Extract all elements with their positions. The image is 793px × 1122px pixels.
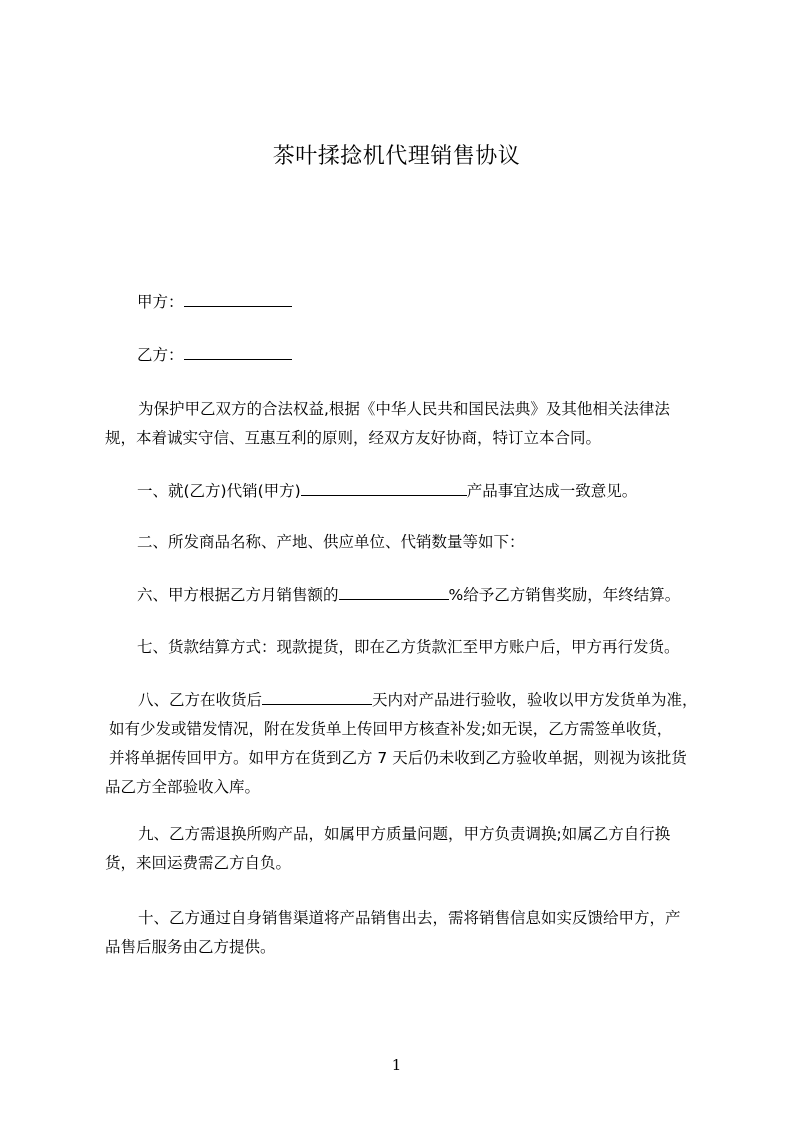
clause-8-line-1 [105,686,705,715]
clause-8-line-2: 如有少发或错发情况，附在发货单上传回甲方核查补发;如无误，乙方需签单收货， [109,720,673,738]
clause-6-before: 六、甲方根据乙方月销售额的 [137,586,339,604]
clause-6 [137,584,680,605]
document-title: 茶叶揉捻机代理销售协议 [272,144,521,169]
clause-10-line-2: 品售后服务由乙方提供。 [105,938,276,956]
intro-line-2: 规，本着诚实守信、互惠互利的原则，经双方友好协商，特订立本合同。 [105,429,602,447]
clause-1-before: 一、就(乙方)代销(甲方) [137,482,301,500]
clause-8-paragraph [105,686,705,802]
clause-9-paragraph [105,820,705,878]
intro-paragraph [105,395,705,453]
clause-2: 二、所发商品名称、产地、供应单位、代销数量等如下： [137,533,525,551]
intro-line-1: 为保护甲乙双方的合法权益,根据《中华人民共和国民法典》及其他相关法律法 [138,400,670,418]
clause-7: 七、货款结算方式：现款提货，即在乙方货款汇至甲方账户后，甲方再行发货。 [137,638,680,656]
party-a-blank [184,291,292,307]
clause-10-line-1: 十、乙方通过自身销售渠道将产品销售出去，需将销售信息如实反馈给甲方，产 [138,909,681,927]
clause-6-after: %给予乙方销售奖励，年终结算。 [448,586,681,604]
clause-1-after: 产品事宜达成一致意见。 [466,482,638,500]
party-a-label: 甲方： [137,293,184,311]
party-b-blank [184,344,292,360]
clause-8-blank [262,689,372,705]
clause-8-line-3: 并将单据传回甲方。如甲方在货到乙方 7 天后仍未收到乙方验收单据，则视为该批货 [109,749,687,767]
clause-9-line-1: 九、乙方需退换所购产品，如属甲方质量问题，甲方负责调换;如属乙方自行换 [138,825,671,843]
clause-8-line-4: 品乙方全部验收入库。 [105,778,261,796]
clause-6-blank [339,584,449,600]
clause-10-paragraph [105,904,705,962]
page-number: 1 [391,1056,402,1074]
clause-8-after: 天内对产品进行验收，验收以甲方发货单为准， [372,691,698,709]
clause-8-before: 八、乙方在收货后 [138,691,263,709]
clause-1 [137,480,637,501]
party-b-line [137,344,292,365]
clause-1-blank [301,480,467,496]
party-b-label: 乙方： [137,346,184,364]
party-a-line [137,291,292,312]
clause-9-line-2: 货，来回运费需乙方自负。 [105,854,292,872]
